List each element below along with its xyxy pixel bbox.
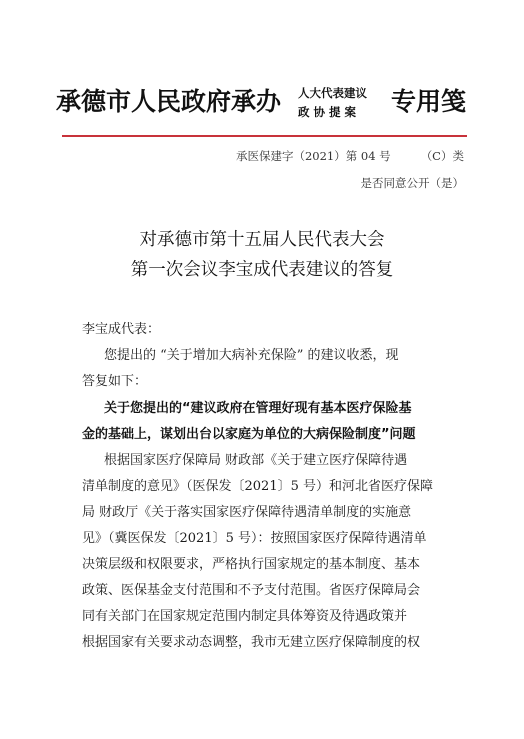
document-category: （C）类 (420, 149, 464, 163)
paragraph-line: 根据国家医疗保障局 财政部《关于建立医疗保障待遇 (104, 453, 408, 468)
paragraph-line: 决策层级和权限要求，严格执行国家规定的基本制度、基本 (82, 557, 421, 572)
document-number-line (236, 148, 464, 164)
letterhead (56, 78, 476, 130)
document-number: 承医保建字（2021）第 04 号 (235, 149, 391, 163)
paragraph-line: 清单制度的意见》（医保发〔2021〕5 号）和河北省医疗保障 (82, 479, 433, 494)
paragraph-line: 局 财政厅《关于落实国家医疗保障待遇清单制度的实施意 (82, 505, 412, 520)
public-disclosure: 是否同意公开（是） (360, 176, 464, 190)
paragraph-line: 同有关部门在国家规定范围内制定具体筹资及待遇政策并 (82, 609, 408, 624)
document-title-line1: 对承德市第十五届人民代表大会 (139, 230, 385, 250)
issue-heading-line: 金的基础上，谋划出台以家庭为单位的大病保险制度”问题 (82, 427, 416, 442)
letterhead-red-rule (62, 135, 467, 137)
document-title-line2: 第一次会议李宝成代表建议的答复 (130, 260, 394, 280)
paragraph-line: 见》（冀医保发〔2021〕5 号）：按照国家医疗保障待遇清单 (82, 531, 427, 546)
salutation: 李宝成代表： (82, 322, 161, 337)
issue-heading-line: 关于您提出的“建议政府在管理好现有基本医疗保险基 (104, 401, 412, 416)
letterhead-type-line1: 人大代表建议 (298, 86, 367, 100)
letterhead-suffix: 专用笺 (391, 87, 467, 116)
letterhead-type-line2: 政协提案 (298, 105, 360, 119)
paragraph-line: 答复如下： (82, 374, 148, 389)
paragraph-line: 您提出的 “关于增加大病补充保险” 的建议收悉，现 (104, 348, 399, 363)
paragraph-line: 根据国家有关要求动态调整，我市无建立医疗保障制度的权 (82, 635, 421, 650)
letterhead-org-name: 承德市人民政府承办 (56, 87, 282, 116)
paragraph-line: 政策、医保基金支付范围和不予支付范围。省医疗保障局会 (82, 583, 421, 598)
